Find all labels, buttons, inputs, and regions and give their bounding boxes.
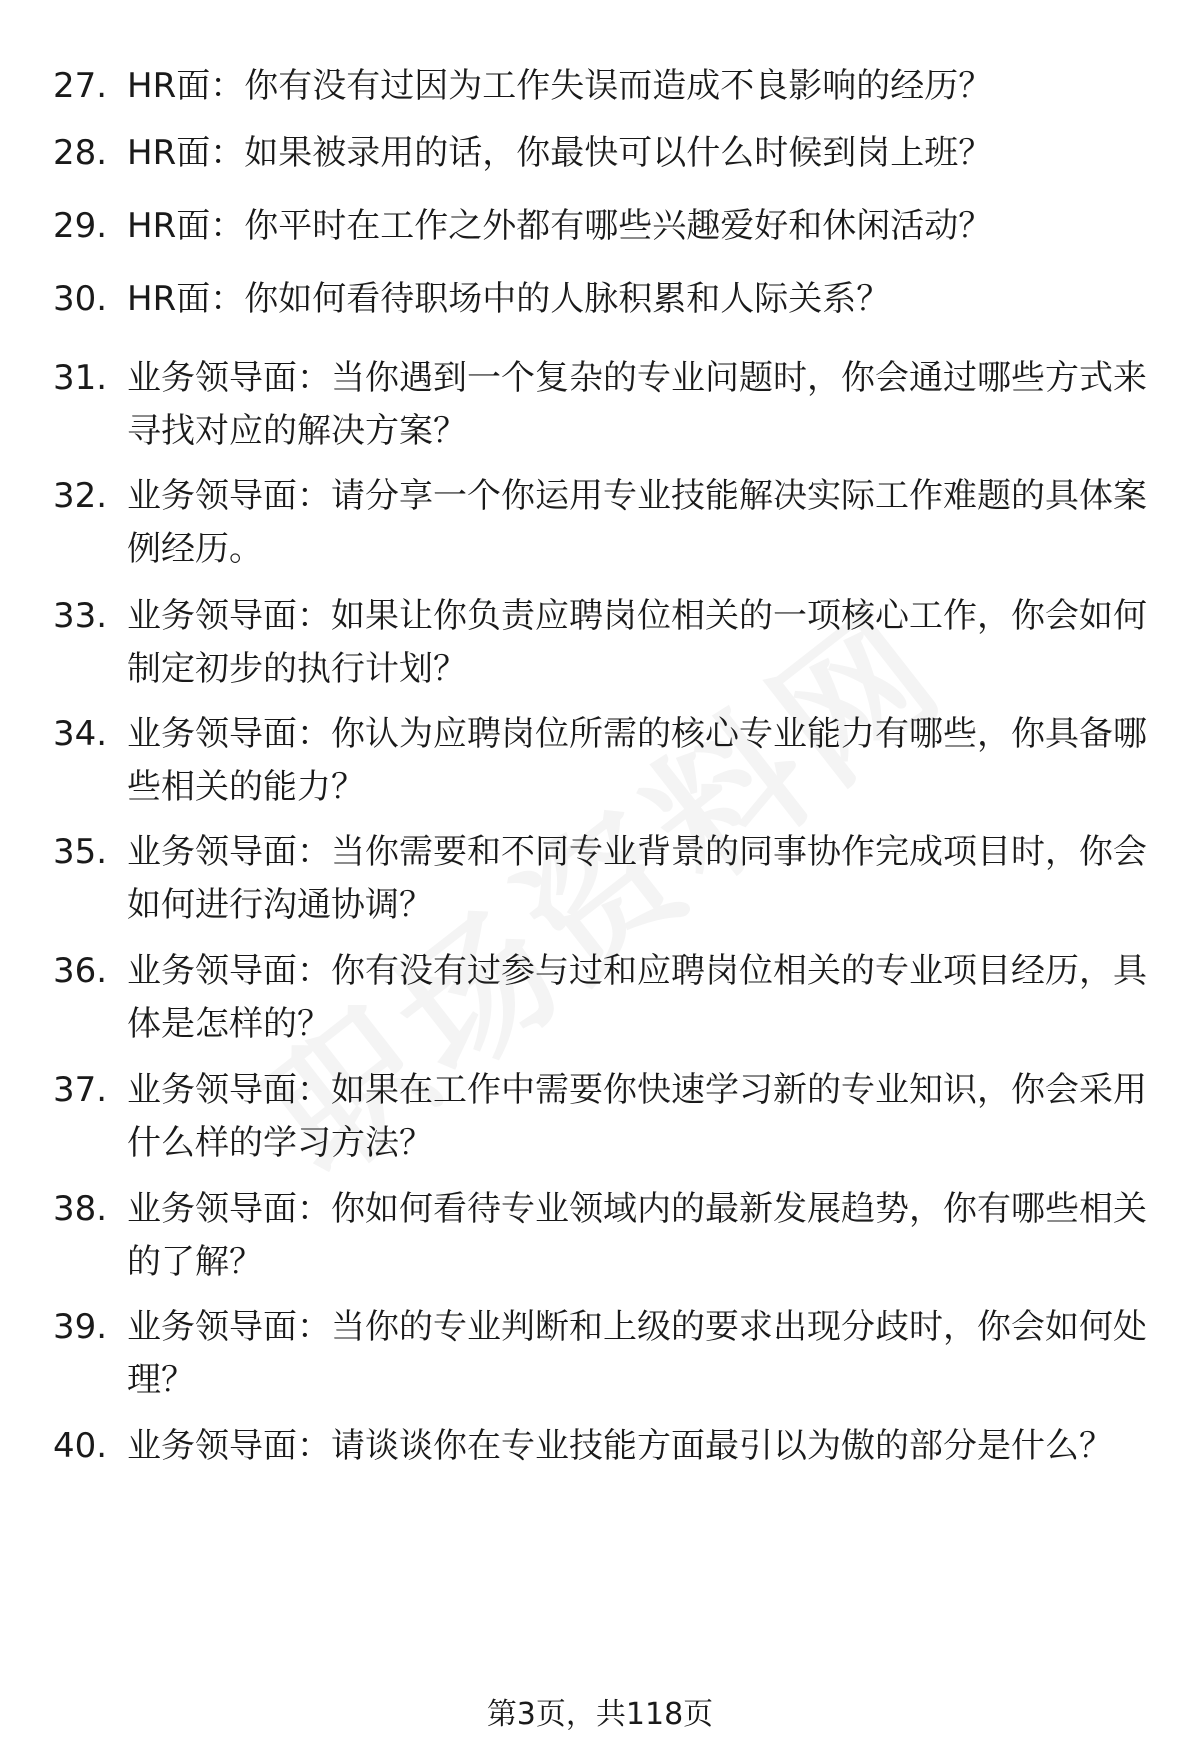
question-text: 业务领导面：当你的专业判断和上级的要求出现分歧时，你会如何处理？ xyxy=(127,1307,1147,1400)
question-text: 业务领导面：你如何看待专业领域内的最新发展趋势，你有哪些相关的了解？ xyxy=(127,1189,1147,1282)
question-text: 业务领导面：你认为应聘岗位所需的核心专业能力有哪些，你具备哪些相关的能力？ xyxy=(127,714,1147,807)
question-text: 业务领导面：请谈谈你在专业技能方面最引以为傲的部分是什么？ xyxy=(127,1426,1113,1466)
question-text: HR面：你平时在工作之外都有哪些兴趣爱好和休闲活动？ xyxy=(127,206,993,246)
question-number: 38. xyxy=(53,1189,108,1229)
question-text: HR面：你有没有过因为工作失误而造成不良影响的经历？ xyxy=(127,66,993,106)
question-text: 业务领导面：当你遇到一个复杂的专业问题时，你会通过哪些方式来寻找对应的解决方案？ xyxy=(127,358,1147,451)
question-number: 31. xyxy=(53,358,108,398)
question-text: HR面：你如何看待职场中的人脉积累和人际关系？ xyxy=(127,279,891,319)
question-number: 28. xyxy=(53,133,108,173)
question-number: 35. xyxy=(53,832,108,872)
question-number: 37. xyxy=(53,1070,108,1110)
question-number: 32. xyxy=(53,476,108,516)
question-number: 39. xyxy=(53,1307,108,1347)
question-text: HR面：如果被录用的话，你最快可以什么时候到岗上班？ xyxy=(127,133,993,173)
page-footer: 第3页，共118页 xyxy=(486,1697,714,1732)
question-number: 30. xyxy=(53,279,108,319)
question-number: 33. xyxy=(53,596,108,636)
question-number: 29. xyxy=(53,206,108,246)
question-text: 业务领导面：当你需要和不同专业背景的同事协作完成项目时，你会如何进行沟通协调？ xyxy=(127,832,1147,925)
question-text: 业务领导面：你有没有过参与过和应聘岗位相关的专业项目经历，具体是怎样的？ xyxy=(127,951,1147,1044)
question-text: 业务领导面：请分享一个你运用专业技能解决实际工作难题的具体案例经历。 xyxy=(127,476,1147,569)
question-text: 业务领导面：如果让你负责应聘岗位相关的一项核心工作，你会如何制定初步的执行计划？ xyxy=(127,596,1147,689)
question-number: 36. xyxy=(53,951,108,991)
question-number: 34. xyxy=(53,714,108,754)
question-text: 业务领导面：如果在工作中需要你快速学习新的专业知识，你会采用什么样的学习方法？ xyxy=(127,1070,1147,1163)
question-number: 40. xyxy=(53,1426,108,1466)
question-number: 27. xyxy=(53,66,108,106)
